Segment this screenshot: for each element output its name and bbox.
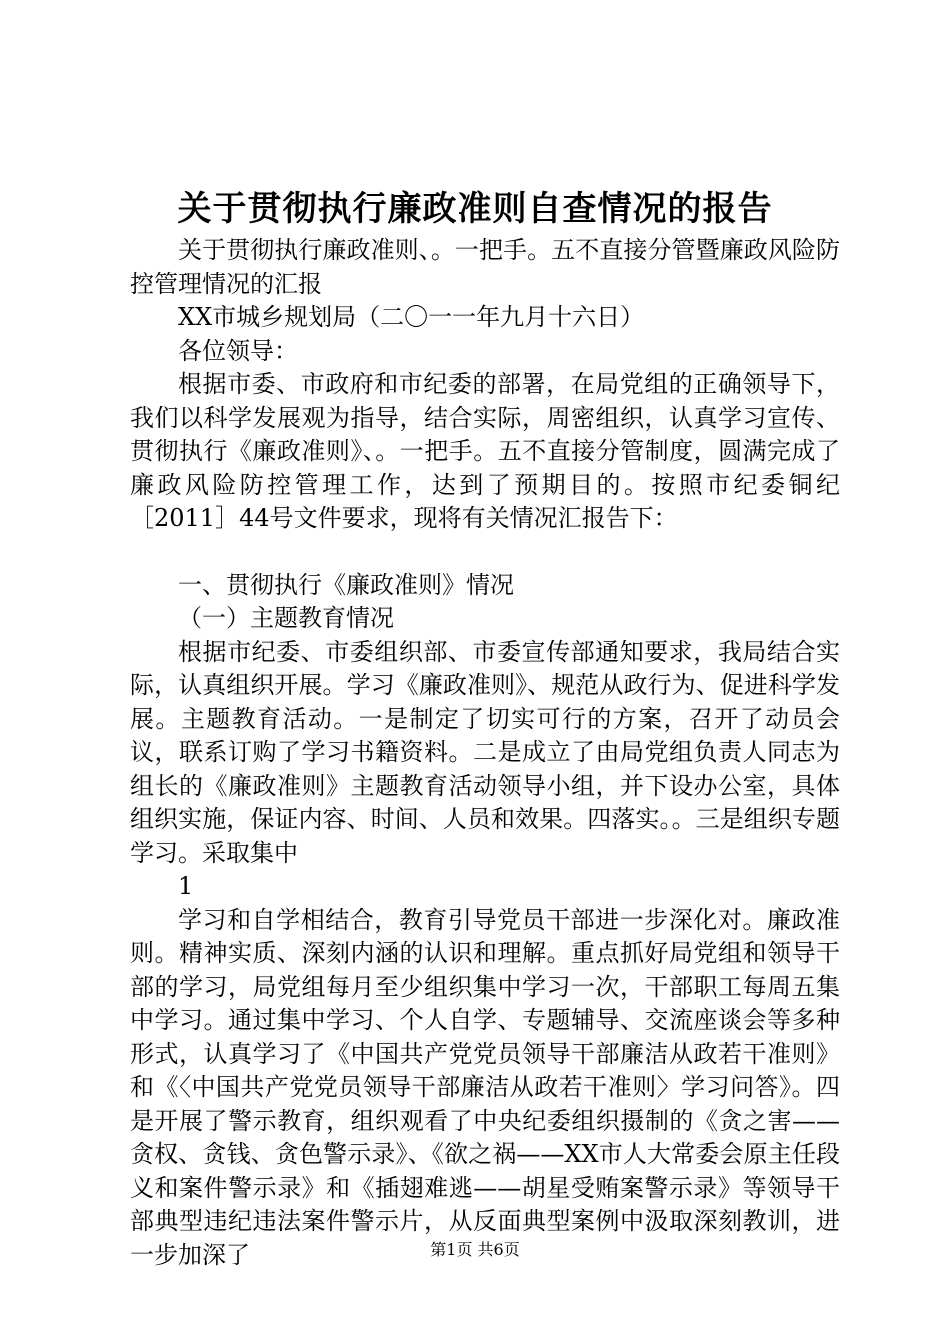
- inline-page-number: 1: [178, 872, 194, 900]
- paragraph-gap: [130, 536, 840, 569]
- paragraph-salutation: 各位领导：: [178, 336, 298, 365]
- section-heading: 一、贯彻执行《廉政准则》情况: [178, 570, 514, 599]
- page-footer: 第1页 共6页: [430, 1240, 520, 1259]
- paragraph-issuer-date: XX市城乡规划局（二〇一一年九月十六日）: [178, 303, 645, 331]
- subsection-heading: （一）主题教育情况: [178, 604, 394, 632]
- paragraph-subtitle: 关于贯彻执行廉政准则、。一把手。五不直接分管暨廉政风险防控管理情况的汇报: [130, 236, 840, 298]
- document-body: [130, 234, 840, 1272]
- paragraph-intro: 根据市委、市政府和市纪委的部署，在局党组的正确领导下，我们以科学发展观为指导，结合实际，周密组织，认真学习宣传、贯彻执行《廉政准则》、。一把手。五不直接分管制度，圆满完成了廉政风险防控管理工作，达到了预期目的。按照市纪委铜纪［2011］44号文件要求，现将有关情况汇报告下：: [130, 370, 840, 532]
- paragraph-theme-education: 根据市纪委、市委组织部、市委宣传部通知要求，我局结合实际，认真组织开展。学习《廉政准则》、规范从政行为、促进科学发展。主题教育活动。一是制定了切实可行的方案，召开了动员会议，联系订购了学习书籍资料。二是成立了由局党组负责人同志为组长的《廉政准则》主题教育活动领导小组，并下设办公室，具体组织实施，保证内容、时间、人员和效果。四落实。。三是组织专题学习。采取集中: [130, 637, 840, 867]
- paragraph-study: 学习和自学相结合，教育引导党员干部进一步深化对。廉政准则。精神实质、深刻内涵的认识和理解。重点抓好局党组和领导干部的学习，局党组每月至少组织集中学习一次，干部职工每周五集中学习。通过集中学习、个人自学、专题辅导、交流座谈会等多种形式，认真学习了《中国共产党党员领导干部廉洁从政若干准则》和《〈中国共产党党员领导干部廉洁从政若干准则〉学习问答》。四是开展了警示教育，组织观看了中央纪委组织摄制的《贪之害——贪权、贪钱、贪色警示录》、《欲之祸——XX市人大常委会原主任段义和案件警示录》和《插翅难逃——胡星受贿案警示录》等领导干部典型违纪违法案件警示片，从反面典型案例中汲取深刻教训，进一步加深了: [130, 905, 840, 1269]
- document-title: 关于贯彻执行廉政准则自查情况的报告: [177, 189, 773, 229]
